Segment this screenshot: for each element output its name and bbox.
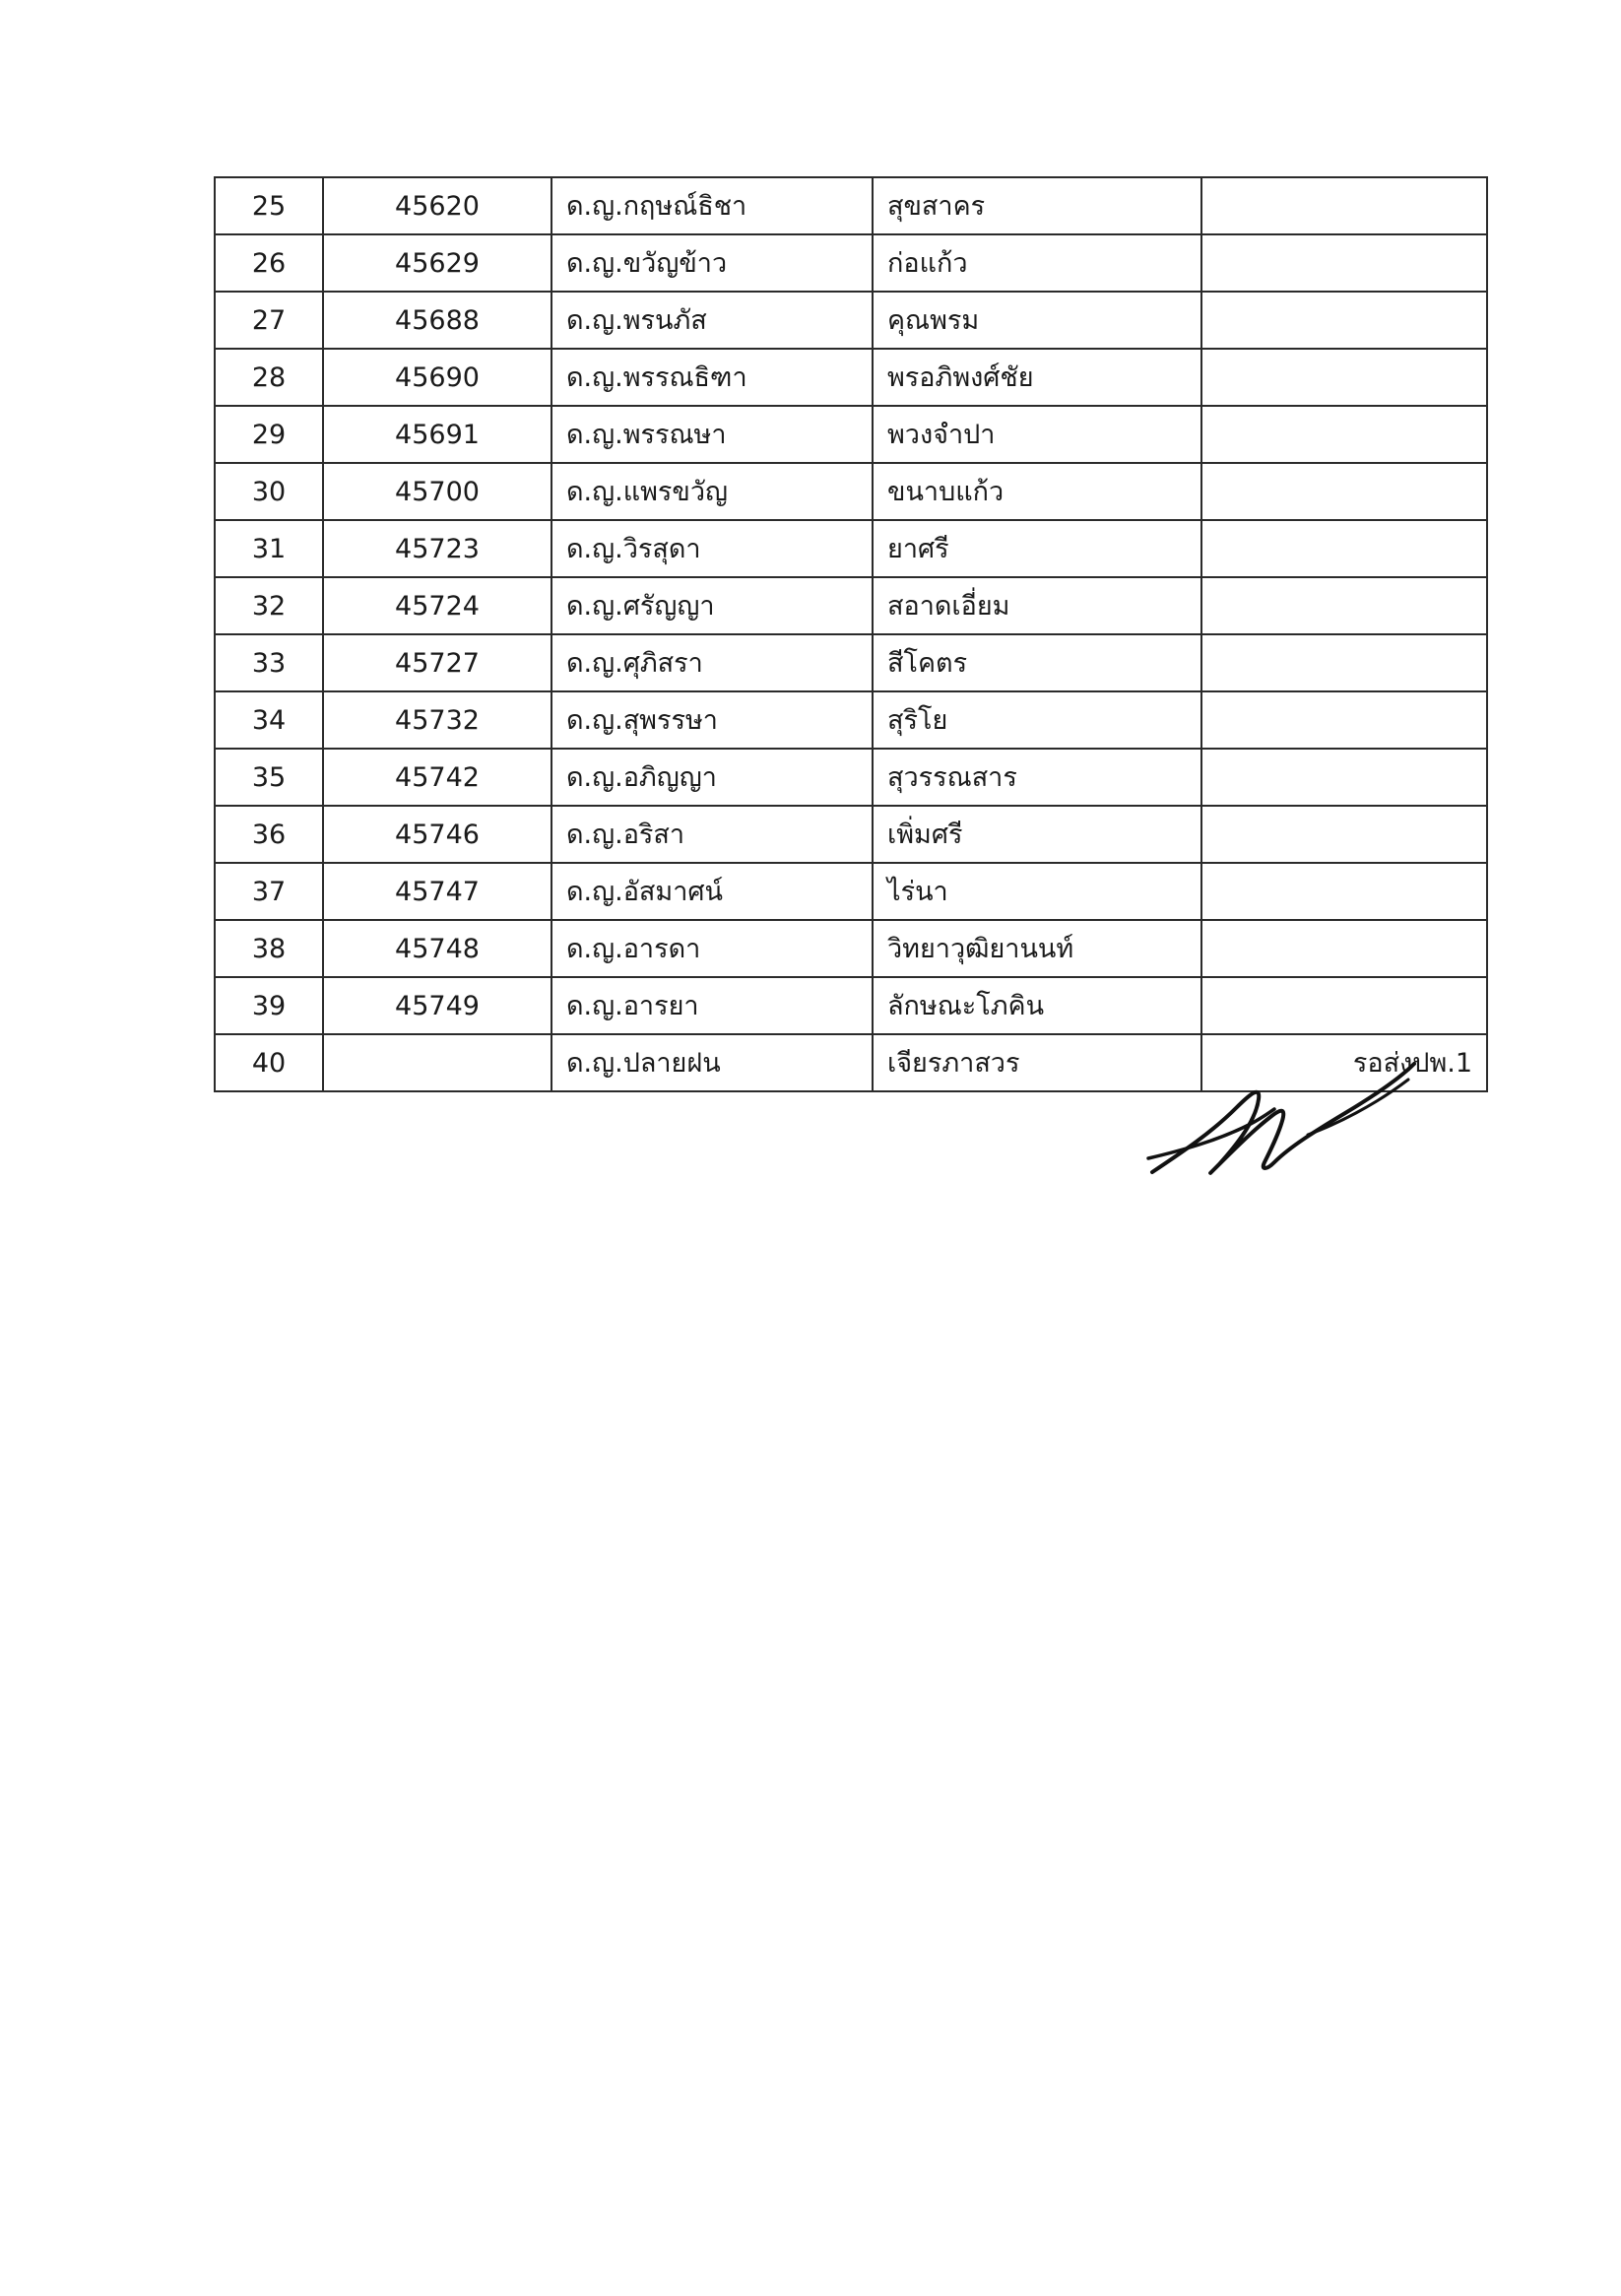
student-name-cell: ด.ญ.อารดา — [551, 920, 873, 977]
student-surname-cell: สอาดเอี่ยม — [873, 577, 1201, 634]
row-number-cell: 30 — [215, 463, 323, 520]
remark-cell: รอส่งปพ.1 — [1201, 1034, 1487, 1091]
remark-cell — [1201, 292, 1487, 349]
student-surname-cell: สุริโย — [873, 691, 1201, 749]
student-id-cell: 45688 — [323, 292, 551, 349]
table-row — [215, 920, 1487, 977]
student-surname-cell: พวงจำปา — [873, 406, 1201, 463]
row-number-cell: 40 — [215, 1034, 323, 1091]
remark-cell — [1201, 520, 1487, 577]
student-name-cell: ด.ญ.อภิญญา — [551, 749, 873, 806]
row-number-cell: 31 — [215, 520, 323, 577]
row-number-cell: 37 — [215, 863, 323, 920]
remark-cell — [1201, 463, 1487, 520]
student-name-cell: ด.ญ.พรรณษา — [551, 406, 873, 463]
student-id-cell — [323, 1034, 551, 1091]
remark-cell — [1201, 920, 1487, 977]
student-id-cell: 45724 — [323, 577, 551, 634]
table-row — [215, 634, 1487, 691]
student-name-cell: ด.ญ.ปลายฝน — [551, 1034, 873, 1091]
row-number-cell: 25 — [215, 177, 323, 234]
row-number-cell: 32 — [215, 577, 323, 634]
row-number-cell: 29 — [215, 406, 323, 463]
remark-cell — [1201, 863, 1487, 920]
roster-body — [215, 177, 1487, 1091]
student-surname-cell: พรอภิพงศ์ชัย — [873, 349, 1201, 406]
remark-cell — [1201, 806, 1487, 863]
table-row — [215, 749, 1487, 806]
student-surname-cell: ก่อแก้ว — [873, 234, 1201, 292]
student-name-cell: ด.ญ.แพรขวัญ — [551, 463, 873, 520]
student-name-cell: ด.ญ.พรรณธิฑา — [551, 349, 873, 406]
student-surname-cell: ขนาบแก้ว — [873, 463, 1201, 520]
row-number-cell: 26 — [215, 234, 323, 292]
student-surname-cell: ยาศรี — [873, 520, 1201, 577]
student-id-cell: 45748 — [323, 920, 551, 977]
student-id-cell: 45620 — [323, 177, 551, 234]
student-surname-cell: วิทยาวุฒิยานนท์ — [873, 920, 1201, 977]
row-number-cell: 36 — [215, 806, 323, 863]
row-number-cell: 39 — [215, 977, 323, 1034]
table-row — [215, 806, 1487, 863]
handwritten-signature — [1142, 1015, 1418, 1192]
student-surname-cell: คุณพรม — [873, 292, 1201, 349]
student-id-cell: 45723 — [323, 520, 551, 577]
student-surname-cell: ลักษณะโภคิน — [873, 977, 1201, 1034]
student-id-cell: 45746 — [323, 806, 551, 863]
remark-cell — [1201, 577, 1487, 634]
remark-cell — [1201, 634, 1487, 691]
student-surname-cell: สุขสาคร — [873, 177, 1201, 234]
table-row — [215, 177, 1487, 234]
student-surname-cell: สุวรรณสาร — [873, 749, 1201, 806]
student-name-cell: ด.ญ.ขวัญข้าว — [551, 234, 873, 292]
row-number-cell: 28 — [215, 349, 323, 406]
student-id-cell: 45727 — [323, 634, 551, 691]
table-row — [215, 406, 1487, 463]
table-row — [215, 520, 1487, 577]
student-name-cell: ด.ญ.พรนภัส — [551, 292, 873, 349]
student-id-cell: 45749 — [323, 977, 551, 1034]
student-id-cell: 45691 — [323, 406, 551, 463]
remark-cell — [1201, 749, 1487, 806]
student-name-cell: ด.ญ.วิรสุดา — [551, 520, 873, 577]
table-row — [215, 691, 1487, 749]
student-id-cell: 45747 — [323, 863, 551, 920]
remark-cell — [1201, 406, 1487, 463]
student-name-cell: ด.ญ.อัสมาศน์ — [551, 863, 873, 920]
student-surname-cell: เพิ่มศรี — [873, 806, 1201, 863]
row-number-cell: 34 — [215, 691, 323, 749]
student-id-cell: 45732 — [323, 691, 551, 749]
student-name-cell: ด.ญ.กฤษณ์ธิชา — [551, 177, 873, 234]
student-id-cell: 45700 — [323, 463, 551, 520]
remark-cell — [1201, 349, 1487, 406]
table-row — [215, 863, 1487, 920]
student-name-cell: ด.ญ.ศรัญญา — [551, 577, 873, 634]
student-name-cell: ด.ญ.สุพรรษา — [551, 691, 873, 749]
row-number-cell: 35 — [215, 749, 323, 806]
student-id-cell: 45690 — [323, 349, 551, 406]
student-id-cell: 45742 — [323, 749, 551, 806]
student-name-cell: ด.ญ.อารยา — [551, 977, 873, 1034]
table-row — [215, 463, 1487, 520]
row-number-cell: 38 — [215, 920, 323, 977]
student-surname-cell: สีโคตร — [873, 634, 1201, 691]
student-name-cell: ด.ญ.ศุภิสรา — [551, 634, 873, 691]
student-surname-cell: ไร่นา — [873, 863, 1201, 920]
remark-cell — [1201, 177, 1487, 234]
table-row — [215, 234, 1487, 292]
student-surname-cell: เจียรภาสวร — [873, 1034, 1201, 1091]
student-id-cell: 45629 — [323, 234, 551, 292]
table-row — [215, 577, 1487, 634]
row-number-cell: 27 — [215, 292, 323, 349]
remark-cell — [1201, 691, 1487, 749]
table-row — [215, 349, 1487, 406]
student-roster-table — [214, 176, 1488, 1092]
student-name-cell: ด.ญ.อริสา — [551, 806, 873, 863]
row-number-cell: 33 — [215, 634, 323, 691]
remark-cell — [1201, 234, 1487, 292]
table-row — [215, 292, 1487, 349]
